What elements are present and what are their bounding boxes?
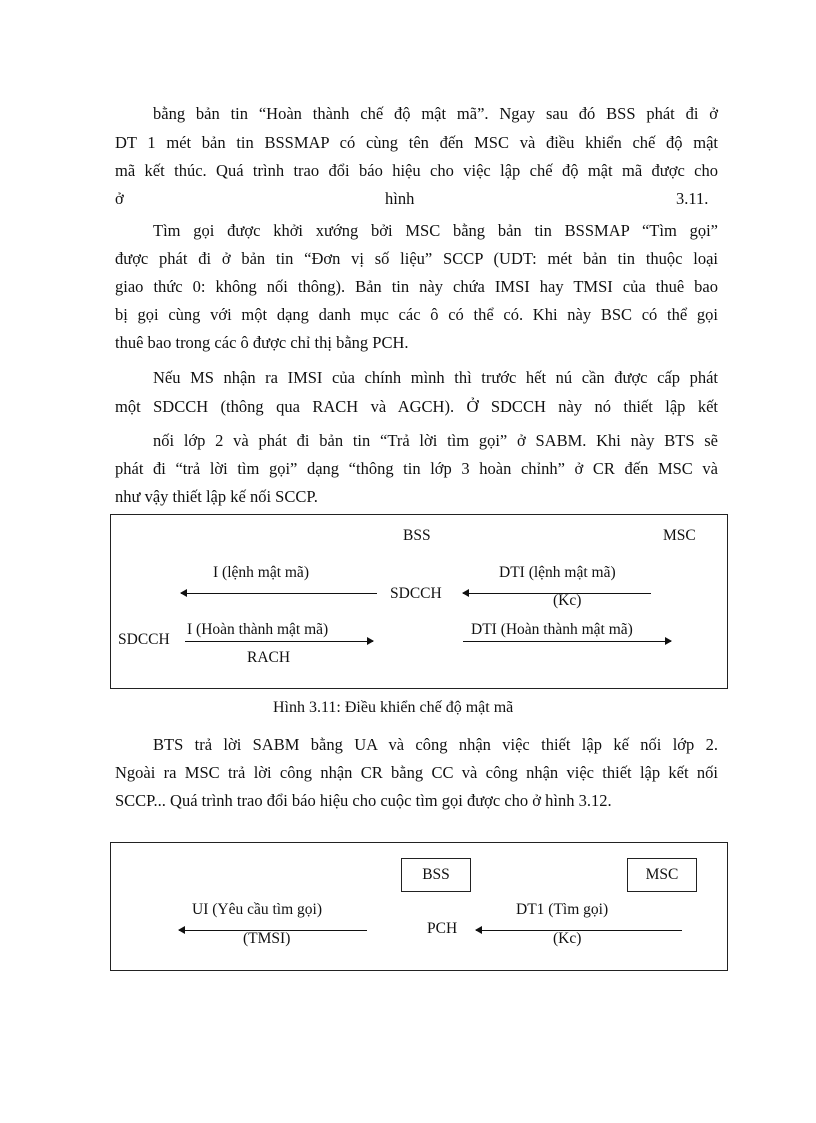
paragraph-1-line-2: DT 1 mét bản tin BSSMAP có cùng tên đến MSC và điều khiển chế độ mật	[115, 133, 718, 152]
paragraph-2-line-3: giao thức 0: không nối thông). Bản tin này chứa IMSI hay TMSI của thuê bao	[115, 277, 718, 296]
cipher-complete-arrow-to-msc	[463, 641, 671, 642]
bss-label: BSS	[403, 527, 431, 544]
pch-label: PCH	[427, 920, 458, 937]
cipher-complete-i-label: I (Hoàn thành mật mã)	[187, 621, 329, 638]
bss-entity-box: BSS	[401, 858, 471, 892]
figure-3-11-frame	[110, 514, 728, 689]
paragraph-2-line-1: Tìm gọi được khởi xướng bởi MSC bằng bản tin BSSMAP “Tìm gọi”	[153, 221, 718, 240]
paging-request-label: UI (Yêu cầu tìm gọi)	[192, 901, 322, 918]
paragraph-1-line-4-word-1: ở	[115, 189, 124, 208]
figure-3-11-caption: Hình 3.11: Điều khiển chế độ mật mã	[273, 699, 514, 716]
paragraph-2-line-4: bị gọi cùng với một dạng danh mục các ô có thể có. Khi này BSC có thể gọi	[115, 305, 718, 324]
paragraph-4-line-1: BTS trả lời SABM bằng UA và công nhận việc thiết lập kế nối lớp 2.	[153, 735, 718, 754]
paragraph-3-line-2: một SDCCH (thông qua RACH và AGCH). Ở SDCCH này nó thiết lập kết	[115, 397, 718, 416]
kc-label: (Kc)	[553, 592, 582, 609]
figure-3-12-frame	[110, 842, 728, 971]
paging-dt1-label: DT1 (Tìm gọi)	[516, 901, 609, 918]
tmsi-label: (TMSI)	[243, 930, 291, 947]
paragraph-3-line-4: phát đi “trả lời tìm gọi” dạng “thông tin lớp 3 hoàn chỉnh” ở CR đến MSC và	[115, 459, 718, 478]
paragraph-3-line-3: nối lớp 2 và phát đi bản tin “Trả lời tìm gọi” ở SABM. Khi này BTS sẽ	[153, 431, 718, 450]
msc-entity-box: MSC	[627, 858, 697, 892]
cipher-command-i-label: I (lệnh mật mã)	[213, 564, 309, 581]
cipher-complete-dti-label: DTI (Hoàn thành mật mã)	[471, 621, 633, 638]
paragraph-1-line-4-word-2: hình	[385, 189, 415, 208]
sdcch-middle-label: SDCCH	[390, 585, 442, 602]
paragraph-3-line-1: Nếu MS nhận ra IMSI của chính mình thì trước hết nú cần được cấp phát	[153, 368, 718, 387]
cipher-complete-arrow-to-bss	[185, 641, 373, 642]
paragraph-1-line-3: mã kết thúc. Quá trình trao đổi báo hiệu cho việc lập chế độ mật mã được cho	[115, 161, 718, 180]
cipher-command-arrow-to-ms	[181, 593, 377, 594]
cipher-command-dti-label: DTI (lệnh mật mã)	[499, 564, 616, 581]
msc-label: MSC	[663, 527, 696, 544]
paragraph-4-line-2: Ngoài ra MSC trả lời công nhận CR bằng CC và công nhận việc thiết lập kết nối	[115, 763, 718, 782]
rach-label: RACH	[247, 649, 291, 666]
paragraph-1-line-1: bằng bản tin “Hoàn thành chế độ mật mã”. Ngay sau đó BSS phát đi ở	[153, 104, 718, 123]
paragraph-3-line-5: như vậy thiết lập kế nối SCCP.	[115, 487, 318, 506]
sdcch-left-label: SDCCH	[118, 631, 170, 648]
paragraph-2-line-2: được phát đi ở bản tin “Đơn vị số liệu” SCCP (UDT: mét bản tin thuộc loại	[115, 249, 718, 268]
paragraph-2-line-5: thuê bao trong các ô được chỉ thị bằng PCH.	[115, 333, 409, 352]
paragraph-4-line-3: SCCP... Quá trình trao đổi báo hiệu cho cuộc tìm gọi được cho ở hình 3.12.	[115, 791, 612, 810]
kc-label-2: (Kc)	[553, 930, 582, 947]
paragraph-1-line-4-word-3: 3.11.	[676, 189, 709, 208]
